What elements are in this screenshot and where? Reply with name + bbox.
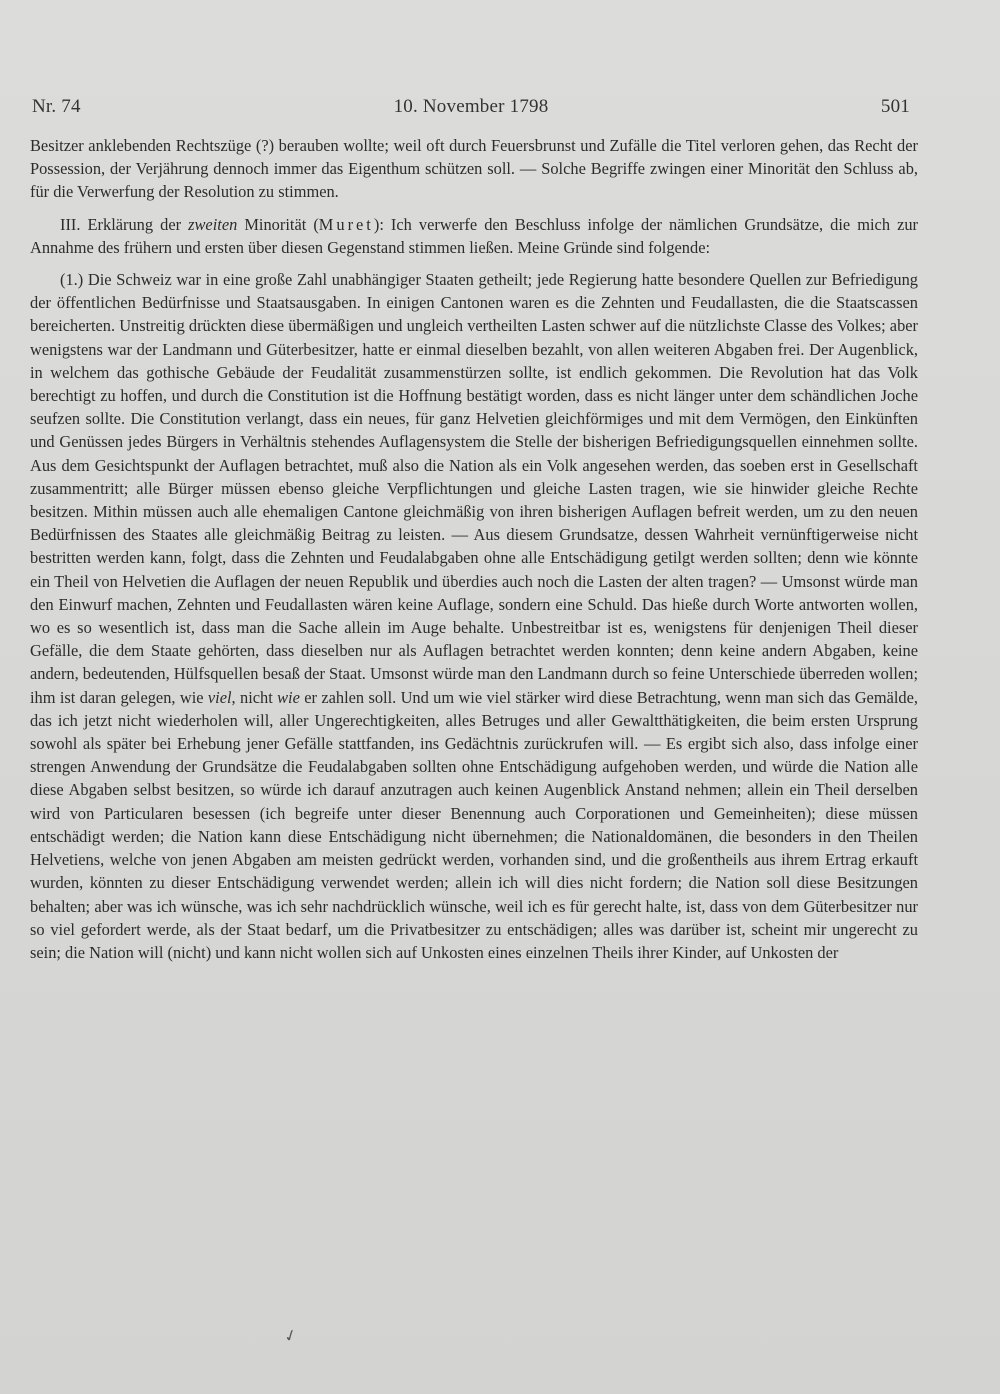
speaker-name: Muret <box>318 214 374 234</box>
paragraph-continued: Besitzer anklebenden Rechtszüge (?) berauben wollte; weil oft durch Feuersbrunst und Zufälle die Titel verloren gehen, das Recht der Possession, der Verjährung dennoch immer das Eigenthum schützen soll. — Solche Begriffe zwingen einer Minorität den Schluss ab, für die Verwerfung der Resolution zu stimmen. <box>30 136 918 202</box>
pencil-check-mark: ✓ <box>281 1326 301 1347</box>
running-header <box>32 96 910 122</box>
body-text <box>30 134 918 964</box>
paragraph-text: ): Ich verwerfe den Beschluss infolge der nämlichen Grundsätze, die mich zur Annahme des frühern und ersten über diesen Gegenstand stimmen ließen. Meine Gründe sind folgende: <box>30 214 918 257</box>
emphasis-text: viel <box>207 687 232 707</box>
paragraph-minority-declaration <box>30 213 918 259</box>
paragraph-text: er zahlen soll. Und um wie viel stärker wird diese Betrachtung, wenn man sich das Gemälde, das ich jetzt nicht wiederholen will, aller Ungerechtigkeiten, alles Betruges und aller Gewaltthätigkeiten, die beim ersten Ursprung sowohl als später bei Erhebung jener Gefälle stattfanden, ins Gedächtnis zurückrufen will. — Es ergibt sich also, dass infolge einer strengen Anwendung der Grundsätze die Feudalabgaben sollten ohne Entschädigung aufgehoben werden, und würde die Nation alle diese Abgaben selbst besitzen, so würde ich darauf anzutragen auch keinen Augenblick Anstand nehmen; allein ein Theil derselben wird von Particularen besessen (ich begreife unter dieser Benennung auch Corporationen und Gemeinheiten); diese müssen entschädigt werden; die Nation kann diese Entschädigung nicht übernehmen; die Nationaldomänen, die besonders in den Theilen Helvetiens, welche von jenen Abgaben am meisten gedrückt werden, vorhanden sind, und die großentheils aus ihrem Ertrag erkauft wurden, könnten zu dieser Entschädigung verwendet werden; allein ich will dies nicht fordern; die Nation soll diese Besitzungen behalten; aber was ich wünsche, was ich sehr nachdrücklich wünsche, weil ich es für gerecht halte, ist, dass von dem Güterbesitzer nur so viel gefordert werde, als der Staat bedarf, um die Privatbesitzer zu entschädigen; alles was darüber ist, scheint mir ungerecht zu sein; die Nation will (nicht) und kann nicht wollen sich auf Unkosten eines einzelnen Theils ihrer Kinder, auf Unkosten der <box>30 687 918 962</box>
paragraph-text: III. Erklärung der <box>60 214 189 234</box>
paragraph-text: (1.) Die Schweiz war in eine große Zahl unabhängiger Staaten getheilt; jede Regierung hatte besondere Quellen zur Befriedigung der öffentlichen Bedürfnisse und Staatsausgaben. In einigen Cantonen waren es die Zehnten und Feudallasten, die die Staatscassen bereicherten. Unstreitig drückten diese übermäßigen und ungleich vertheilten Lasten schwer auf die nützlichste Classe des Volkes; aber wenigstens war der Landmann und Güterbesitzer, hatte er einmal dieselben bezahlt, von allen weiteren Abgaben frei. Der Augenblick, in welchem das gothische Gebäude der Feudalität zusammenstürzen sollte, ist endlich gekommen. Die Revolution hat das Volk berechtigt zu hoffen, und durch die Constitution ist die Hoffnung bestätigt worden, dass es nicht länger unter dem schändlichen Joche seufzen sollte. Die Constitution verlangt, dass ein neues, für ganz Helvetien gleichförmiges und mit dem Vermögen, den Einkünften und Genüssen jedes Bürgers in Verhältnis stehendes Auflagensystem die Stelle der bisherigen Befriedigungsquellen einnehmen sollte. Aus dem Gesichtspunkt der Auflagen betrachtet, muß also die Nation als ein Volk angesehen werden, das soeben erst in Gesellschaft zusammentritt; alle Bürger müssen ebenso gleiche Verpflichtungen und gleiche Lasten tragen, wie sie hinwider gleiche Rechte besitzen. Mithin müssen auch alle ehemaligen Cantone gleichmäßig von ihren bisherigen Auflagen befreit werden, um zu den neuen Bedürfnissen des Staates alle gleichmäßig Beitrag zu leisten. — Aus diesem Grundsatze, dessen Wahrheit vernünftigerweise nicht bestritten werden kann, folgt, dass die Zehnten und Feudalabgaben ohne alle Entschädigung getilgt werden sollten; denn wie könnte ein Theil von Helvetien die Auflagen der neuen Republik und überdies auch noch die Lasten der alten tragen? — Umsonst würde man den Einwurf machen, Zehnten und Feudallasten wären keine Auflage, sondern eine Schuld. Das hieße durch Worte antworten wollen, wo es so wesentlich ist, dass man die Sache allein im Auge behalte. Unbestreitbar ist es, wenigstens für denjenigen Theil dieser Gefälle, die dem Staate gehörten, dass dieselben nur als Auflagen betrachtet werden konnten; denn keine andern Abgaben, keine andern, bedeutenden, Hülfsquellen besaß der Staat. Umsonst würde man den Landmann durch so feine Unterschiede überreden wollen; ihm ist daran gelegen, wie <box>30 270 918 707</box>
emphasis-text: wie <box>277 687 300 707</box>
paragraph-argument-1 <box>30 268 918 964</box>
paragraph-text: Minorität ( <box>237 214 319 234</box>
page-number: 501 <box>880 96 910 117</box>
document-number: Nr. 74 <box>32 96 81 117</box>
emphasis-text: zweiten <box>188 214 238 234</box>
header-date: 10. November 1798 <box>393 96 549 117</box>
paragraph-text: , nicht <box>231 687 278 707</box>
